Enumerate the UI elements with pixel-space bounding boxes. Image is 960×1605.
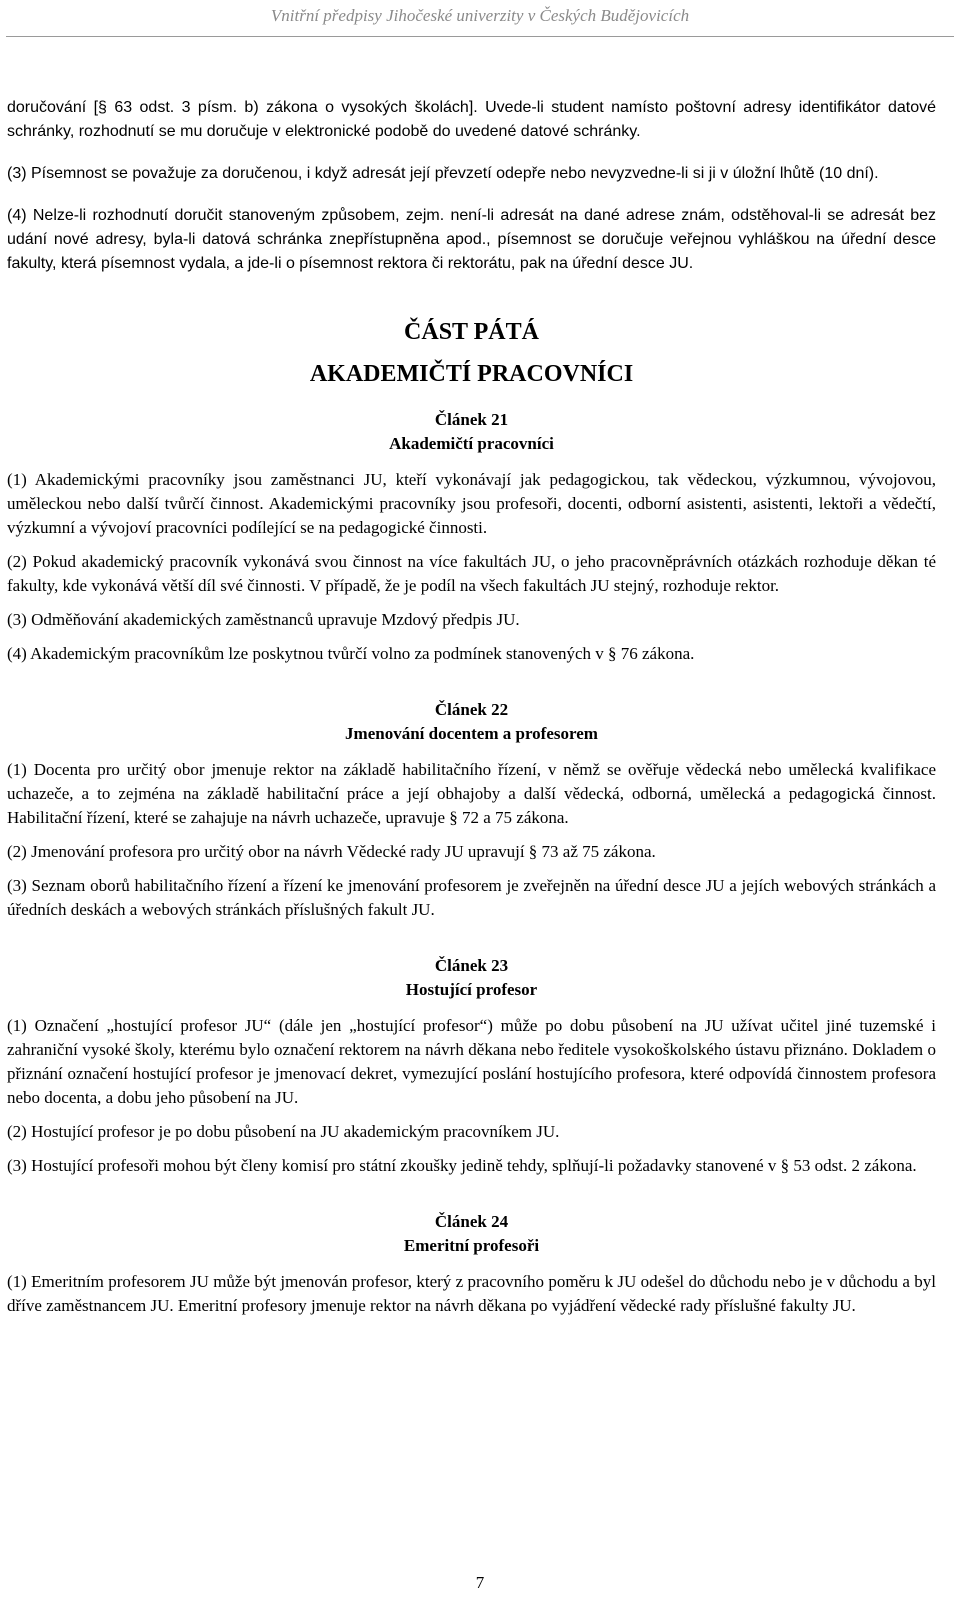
paragraph: (2) Jmenování profesora pro určitý obor na návrh Vědecké rady JU upravují § 73 až 75 zákona. — [7, 842, 656, 861]
paragraph: (2) Hostující profesor je po dobu působení na JU akademickým pracovníkem JU. — [7, 1122, 560, 1141]
running-header: Vnitřní předpisy Jihočeské univerzity v Českých Budějovicích — [270, 6, 690, 25]
paragraph: (1) Docenta pro určitý obor jmenuje rektor na základě habilitačního řízení, v němž se ověřuje vědecká nebo umělecká kvalifikace uchazeče, a to zejména na základě habilitační práce a její obhajoby a další vědecká, odborná, umělecká a pedagogická činnost. Habilitační řízení, které se zahajuje na návrh uchazeče, upravuje § 72 a 75 zákona. — [7, 760, 936, 827]
article-22 — [7, 698, 936, 922]
paragraph: (3) Písemnost se považuje za doručenou, i když adresát její převzetí odepře nebo nevyzvedne-li si ji v úložní lhůtě (10 dní). — [7, 165, 879, 182]
paragraph: doručování [§ 63 odst. 3 písm. b) zákona o vysokých školách]. Uvede-li student namísto poštovní adresy identifikátor datové schránky, rozhodnutí se mu doručuje v elektronické podobě do uvedené datové schránky. — [7, 99, 936, 140]
header-divider — [6, 36, 954, 37]
article-21 — [7, 408, 936, 666]
article-number: Článek 24 — [434, 1212, 509, 1231]
part-number: ČÁST PÁTÁ — [404, 319, 539, 345]
paragraph: (1) Akademickými pracovníky jsou zaměstnanci JU, kteří vykonávají jak pedagogickou, tak vědeckou, výzkumnou, vývojovou, uměleckou nebo další tvůrčí činnost. Akademickými pracovníky jsou profesoři, docenti, odborní asistenti, asistenti, lektoři a vědečtí, výzkumní a vývojoví pracovníci podílející se na pedagogické činnosti. — [7, 470, 936, 537]
article-23 — [7, 954, 936, 1178]
article-number: Článek 21 — [434, 410, 509, 429]
paragraph: (2) Pokud akademický pracovník vykonává svou činnost na více fakultách JU, o jeho pracovněprávních otázkách rozhoduje děkan té fakulty, kde vykonává větší díl své činnosti. V případě, že je podíl na všech fakultách JU stejný, rozhoduje rektor. — [7, 552, 936, 595]
document-body — [7, 96, 936, 1318]
article-number: Článek 22 — [434, 700, 509, 719]
paragraph: (1) Emeritním profesorem JU může být jmenován profesor, který z pracovního poměru k JU odešel do důchodu nebo je v důchodu a byl dříve zaměstnancem JU. Emeritní profesory jmenuje rektor na návrh děkana po vyjádření vědecké rady příslušné fakulty JU. — [7, 1272, 936, 1315]
article-24 — [7, 1210, 936, 1318]
paragraph: (3) Hostující profesoři mohou být členy komisí pro státní zkoušky jedině tehdy, splňují-li požadavky stanovené v § 53 odst. 2 zákona. — [7, 1156, 917, 1175]
page-number: 7 — [475, 1573, 485, 1592]
article-title: Jmenování docentem a profesorem — [345, 724, 598, 743]
intro-section — [7, 96, 936, 276]
article-title: Emeritní profesoři — [403, 1236, 540, 1255]
paragraph: (4) Akademickým pracovníkům lze poskytnou tvůrčí volno za podmínek stanovených v § 76 zákona. — [7, 644, 695, 663]
paragraph: (3) Odměňování akademických zaměstnanců upravuje Mzdový předpis JU. — [7, 610, 520, 629]
part-title: AKADEMIČTÍ PRACOVNÍCI — [309, 361, 634, 387]
paragraph: (3) Seznam oborů habilitačního řízení a řízení ke jmenování profesorem je zveřejněn na úřední desce JU a jejích webových stránkách a úředních deskách a webových stránkách příslušných fakult JU. — [7, 876, 936, 919]
article-number: Článek 23 — [434, 956, 509, 975]
paragraph: (1) Označení „hostující profesor JU“ (dále jen „hostující profesor“) může po dobu působení na JU užívat učitel jiné tuzemské i zahraniční vysoké školy, kterému bylo označení rektorem na návrh děkana nebo ředitele vysokoškolského ústavu přiznáno. Dokladem o přiznání označení hostující profesor je jmenovací dekret, vymezující poslání hostujícího profesora, které odpovídá činnostem profesora nebo docenta, a dobu jeho působení na JU. — [7, 1016, 936, 1107]
paragraph: (4) Nelze-li rozhodnutí doručit stanoveným způsobem, zejm. není-li adresát na dané adrese znám, odstěhoval-li se adresát bez udání nové adresy, byla-li datová schránka znepřístupněna apod., písemnost se doručuje veřejnou vyhláškou na úřední desce fakulty, která písemnost vydala, a jde-li o písemnost rektora či rektorátu, pak na úřední desce JU. — [7, 207, 936, 272]
article-title: Akademičtí pracovníci — [389, 434, 554, 453]
article-title: Hostující profesor — [405, 980, 538, 999]
